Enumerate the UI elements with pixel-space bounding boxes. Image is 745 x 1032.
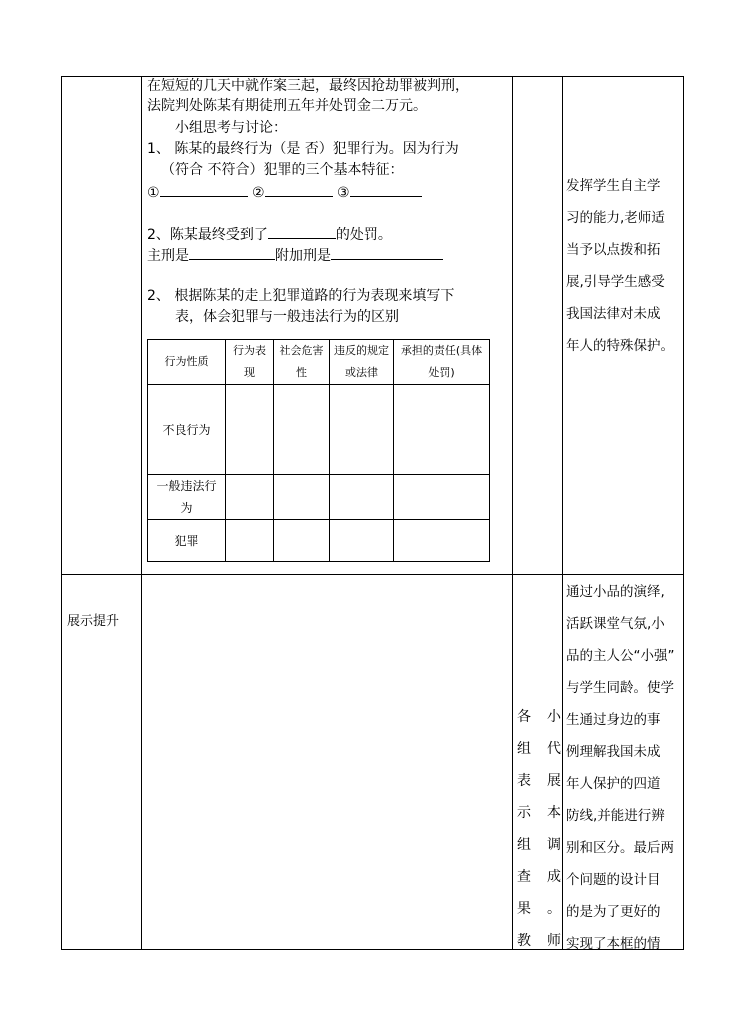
activity-line: 示 本 [517,805,561,821]
question-1-line-2: （符合 不符合）犯罪的三个基本特征： [161,162,404,178]
intent-line: 当予以点拨和拓 [566,242,661,258]
question-1-blanks [147,182,422,203]
question-3-line-2: 表，体会犯罪与一般违法行为的区别 [175,309,399,325]
table-cell [330,385,394,475]
question-2 [147,224,392,245]
activity-line: 组 调 [517,837,561,853]
intent-line: 年人保护的四道 [566,776,661,792]
question-1-line-1: 1、 陈某的最终行为（是 否）犯罪行为。因为行为 [147,141,459,157]
intent-line: 展,引导学生感受 [566,274,665,290]
intent-line: 生通过身边的事 [566,712,661,728]
intent-line: 防线,并能进行辨 [566,808,665,824]
activity-line: 表 展 [517,773,561,789]
row2-design-intent [566,576,680,960]
stage-label: 展示提升 [67,614,120,629]
answer-blank-3 [350,182,422,197]
question-2-penalties [147,245,443,266]
activity-line: 查 成 [517,869,561,885]
main-penalty-blank [189,245,275,260]
table-cell [330,520,394,562]
row-divider [61,574,684,575]
table-cell [226,475,274,520]
intent-line: 习的能力,老师适 [566,210,665,226]
table-cell [226,520,274,562]
behavior-comparison-table [147,339,490,562]
blank-label-2: ② [252,185,265,201]
question-3-line-1: 2、 根据陈某的走上犯罪道路的行为表现来填写下 [147,288,455,304]
table-cell [274,520,330,562]
table-left-border [61,76,62,950]
intent-line: 活跃课堂气氛,小 [566,616,665,632]
extra-penalty-blank [331,245,443,260]
answer-blank-2 [265,182,333,197]
table-header-row [148,340,490,385]
intent-line: 年人的特殊保护。 [566,338,674,354]
column-divider-2 [512,76,513,950]
table-cell [226,385,274,475]
header-social-harm: 社会危害性 [274,340,330,385]
activity-line: 教 师 [517,933,561,949]
table-cell [394,385,490,475]
table-cell [330,475,394,520]
question-2-suffix: 的处罚。 [335,227,392,243]
row2-teacher-activity [517,701,561,957]
activity-line: 组 代 [517,741,561,757]
activity-line: 果 。 [517,901,561,917]
header-behavior-type: 行为性质 [148,340,226,385]
blank-label-3: ③ [337,185,350,201]
answer-blank-1 [160,182,248,197]
row-label-bad-behavior: 不良行为 [148,385,226,475]
intent-line: 例理解我国未成 [566,744,661,760]
row-label-crime: 犯罪 [148,520,226,562]
table-cell [394,520,490,562]
main-penalty-label: 主刑是 [147,248,189,264]
intent-line: 我国法律对未成 [566,306,661,322]
table-cell [394,475,490,520]
header-behavior-manifestation: 行为表现 [226,340,274,385]
extra-penalty-label: 附加刑是 [275,248,331,264]
intent-line: 的是为了更好的 [566,904,661,920]
question-2-prefix: 2、陈某最终受到了 [147,227,268,243]
table-cell [274,385,330,475]
punishment-blank [268,224,336,239]
intent-line: 实现了本框的情 [566,936,661,952]
story-line-2: 法院判处陈某有期徒刑五年并处罚金二万元。 [147,98,427,114]
table-row [148,385,490,475]
intent-line: 个问题的设计目 [566,872,661,888]
intent-line: 通过小品的演绎, [566,584,665,600]
table-row [148,520,490,562]
row1-design-intent [566,170,680,362]
row-label-general-violation: 一般违法行为 [148,475,226,520]
blank-label-1: ① [147,185,160,201]
table-cell [274,475,330,520]
intent-line: 品的主人公“小强” [566,648,675,664]
discussion-heading: 小组思考与讨论： [175,120,287,136]
table-right-border [683,76,684,950]
intent-line: 别和区分。最后两 [566,840,674,856]
intent-line: 与学生同龄。使学 [566,680,674,696]
column-divider-1 [141,76,142,950]
table-row [148,475,490,520]
column-divider-3 [562,76,563,950]
intent-line: 发挥学生自主学 [566,178,661,194]
activity-line: 各 小 [517,709,561,725]
story-line-1: 在短短的几天中就作案三起，最终因抢劫罪被判刑， [147,78,469,94]
header-violated-law: 违反的规定或法律 [330,340,394,385]
header-responsibility: 承担的责任(具体处罚) [394,340,490,385]
